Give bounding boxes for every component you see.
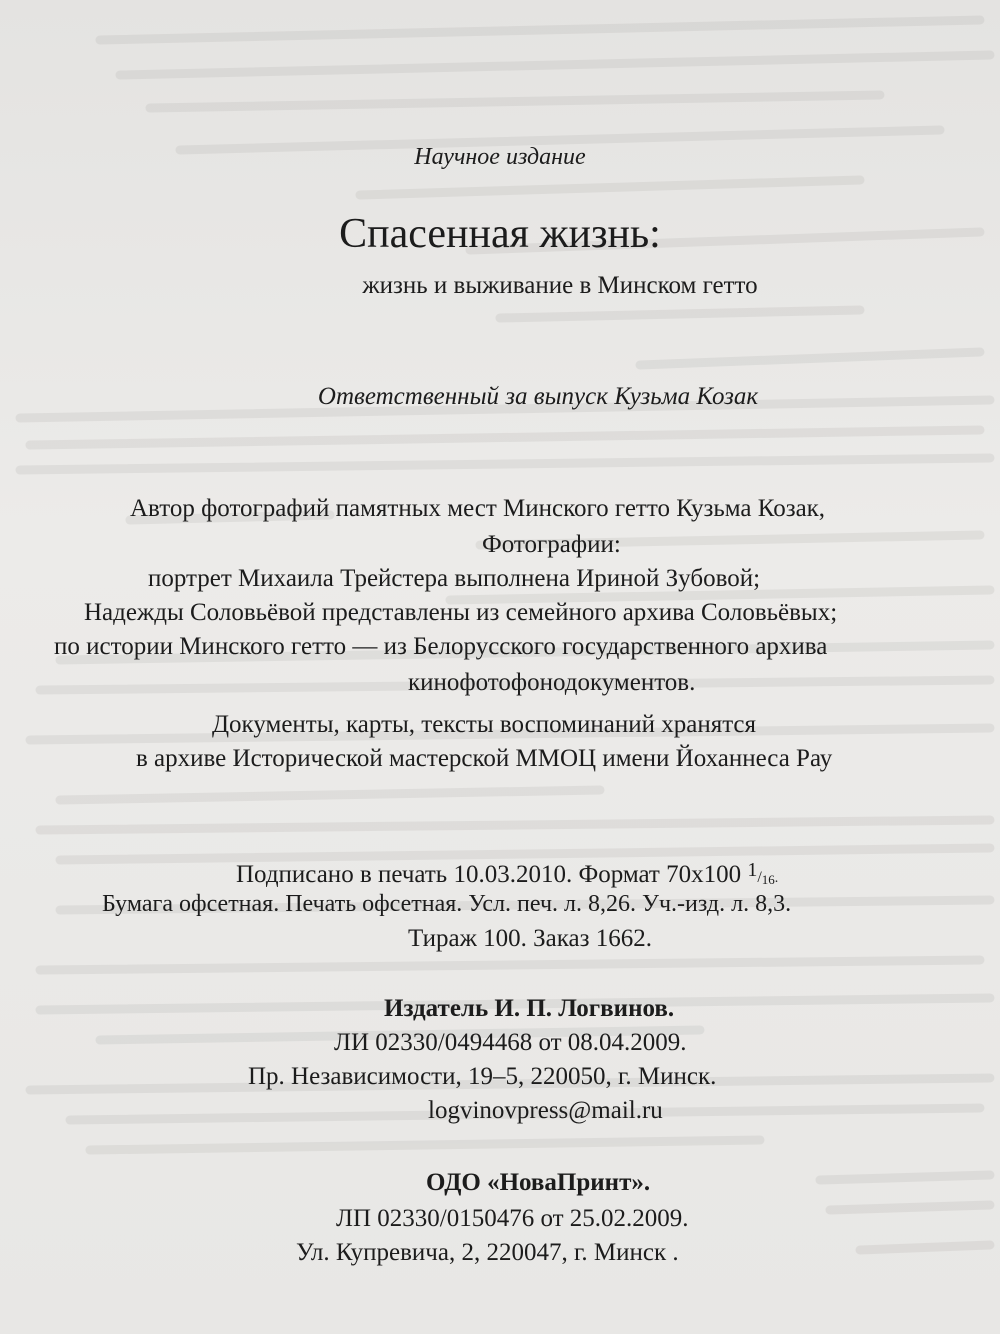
book-subtitle: жизнь и выживание в Минском гетто — [362, 272, 758, 299]
format-numerator: 1 — [747, 859, 758, 881]
photo-credit-line: Автор фотографий памятных мест Минского гетто Кузьма Козак, — [130, 495, 826, 522]
print-run: Тираж 100. Заказ 1662. — [408, 925, 653, 952]
photo-credit-line: кинофотофонодокументов. — [408, 669, 696, 696]
responsible-name: Кузьма Козак — [614, 383, 759, 410]
responsible-line — [38, 384, 1000, 409]
photo-credit-line: по истории Минского гетто — из Белорусского государственного архива — [54, 633, 828, 660]
publisher-name: Издатель И. П. Логвинов. — [384, 995, 675, 1022]
signed-text: Подписано в печать 10.03.2010. Формат 70х100 — [236, 861, 742, 888]
archive-note-line: в архиве Исторической мастерской ММОЦ имени Йоханнеса Рау — [136, 745, 833, 772]
archive-note-line: Документы, карты, тексты воспоминаний хранятся — [212, 711, 757, 738]
photo-credit-line: Надежды Соловьёвой представлены из семейного архива Соловьёвых; — [84, 599, 838, 626]
publisher-address: Пр. Независимости, 19–5, 220050, г. Минск. — [248, 1063, 717, 1090]
responsible-label: Ответственный за выпуск — [317, 383, 608, 410]
publisher-email: logvinovpress@mail.ru — [428, 1097, 663, 1124]
paper-and-print: Бумага офсетная. Печать офсетная. Усл. печ. л. 8,26. Уч.-изд. л. 8,3. — [102, 891, 792, 917]
publisher-license: ЛИ 02330/0494468 от 08.04.2009. — [334, 1029, 687, 1056]
photo-credit-line: Фотографии: — [482, 531, 621, 558]
printer-license: ЛП 02330/0150476 от 25.02.2009. — [336, 1205, 689, 1232]
format-denominator: 16 — [761, 872, 775, 887]
edition-type: Научное издание — [414, 144, 586, 170]
book-title: Спасенная жизнь: — [339, 211, 661, 257]
photo-credit-line: портрет Михаила Трейстера выполнена Ириной Зубовой; — [148, 565, 761, 592]
signed-for-print: Подписано в печать 10.03.2010. Формат 70х100 $^1$/16. — [236, 859, 779, 888]
printer-address: Ул. Купревича, 2, 220047, г. Минск . — [296, 1239, 679, 1266]
printer-name: ОДО «НоваПринт». — [426, 1169, 651, 1196]
